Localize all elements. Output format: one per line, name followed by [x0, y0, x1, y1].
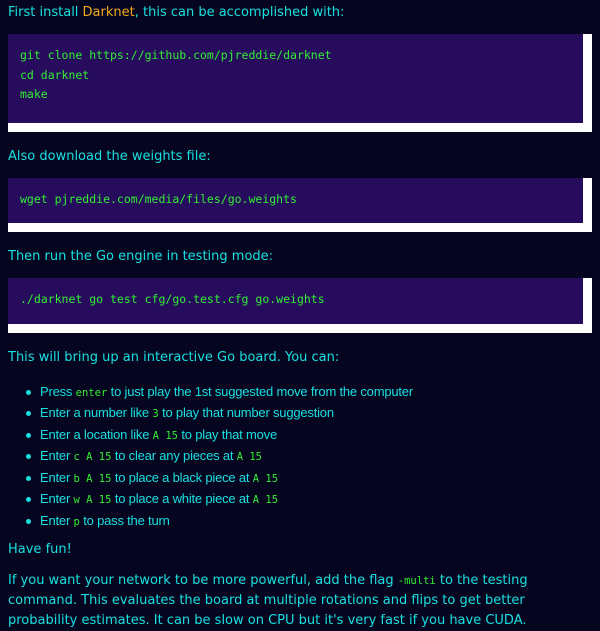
option-text: to place a black piece at: [111, 469, 253, 485]
option-code: p: [73, 515, 80, 528]
option-text: Enter: [40, 491, 74, 506]
option-text: Enter: [40, 469, 74, 485]
option-code: A 15: [252, 472, 279, 485]
install-code-line: make: [20, 87, 48, 101]
option-text: Enter a number like: [40, 405, 153, 420]
option-code: b A 15: [73, 472, 112, 485]
list-item: [40, 489, 592, 511]
list-item: [40, 403, 592, 425]
list-item: [40, 468, 592, 490]
run-code-block: [8, 278, 592, 333]
have-fun-text: Have fun!: [8, 542, 72, 557]
option-code: A 15: [252, 494, 279, 506]
list-item: [40, 511, 592, 533]
intro-install-word: install: [39, 5, 83, 20]
option-code: A 15: [236, 451, 262, 463]
install-code-block: [8, 34, 592, 132]
run-text: Then run the Go engine in testing mode:: [8, 249, 274, 264]
install-code[interactable]: [8, 34, 583, 123]
option-text: Enter: [40, 448, 74, 463]
install-code-line: git clone https://github.com/pjreddie/darknet: [20, 48, 332, 62]
final-text-a: If you want your network to be more powerful, add the flag: [8, 573, 398, 588]
option-text: to pass the turn: [79, 512, 170, 528]
option-code: w A 15: [73, 494, 112, 506]
multi-flag-code: -multi: [397, 575, 436, 587]
option-text: to clear any pieces at: [111, 448, 237, 463]
list-item: [40, 425, 592, 447]
options-list: [8, 382, 592, 533]
option-code: enter: [75, 386, 108, 399]
board-text: This will bring up an interactive Go board. You can:: [8, 349, 340, 365]
option-code: 3: [152, 408, 159, 420]
final-text-b: to the testing command. This evaluates the board at multiple rotations and flips to get better probability estimates. It can be slow on CPU but it's very fast if you have CUDA.: [8, 573, 528, 628]
option-code: c A 15: [73, 451, 112, 463]
option-text: Press: [40, 383, 76, 399]
list-item: [40, 446, 592, 468]
final-paragraph: [8, 571, 592, 631]
weights-code[interactable]: wget pjreddie.com/media/files/go.weights: [8, 178, 583, 224]
option-code: A 15: [152, 429, 178, 442]
weights-text: Also download the weights file:: [8, 148, 211, 164]
install-code-line: cd darknet: [20, 67, 90, 82]
option-text: Enter: [40, 512, 74, 528]
intro-paragraph: [8, 3, 592, 23]
option-text: to play that number suggestion: [158, 405, 334, 420]
darknet-link[interactable]: Darknet: [82, 5, 135, 20]
run-code[interactable]: ./darknet go test cfg/go.test.cfg go.weights: [8, 278, 583, 324]
list-item: [40, 382, 592, 404]
weights-code-block: [8, 178, 592, 233]
option-text: to just play the 1st suggested move from the computer: [107, 383, 413, 399]
intro-prefix: First: [8, 5, 40, 20]
option-text: to place a white piece at: [111, 491, 253, 506]
intro-suffix: , this can be accomplished with:: [134, 5, 345, 20]
option-text: to play that move: [177, 426, 277, 442]
option-text: Enter a location like: [40, 426, 153, 442]
